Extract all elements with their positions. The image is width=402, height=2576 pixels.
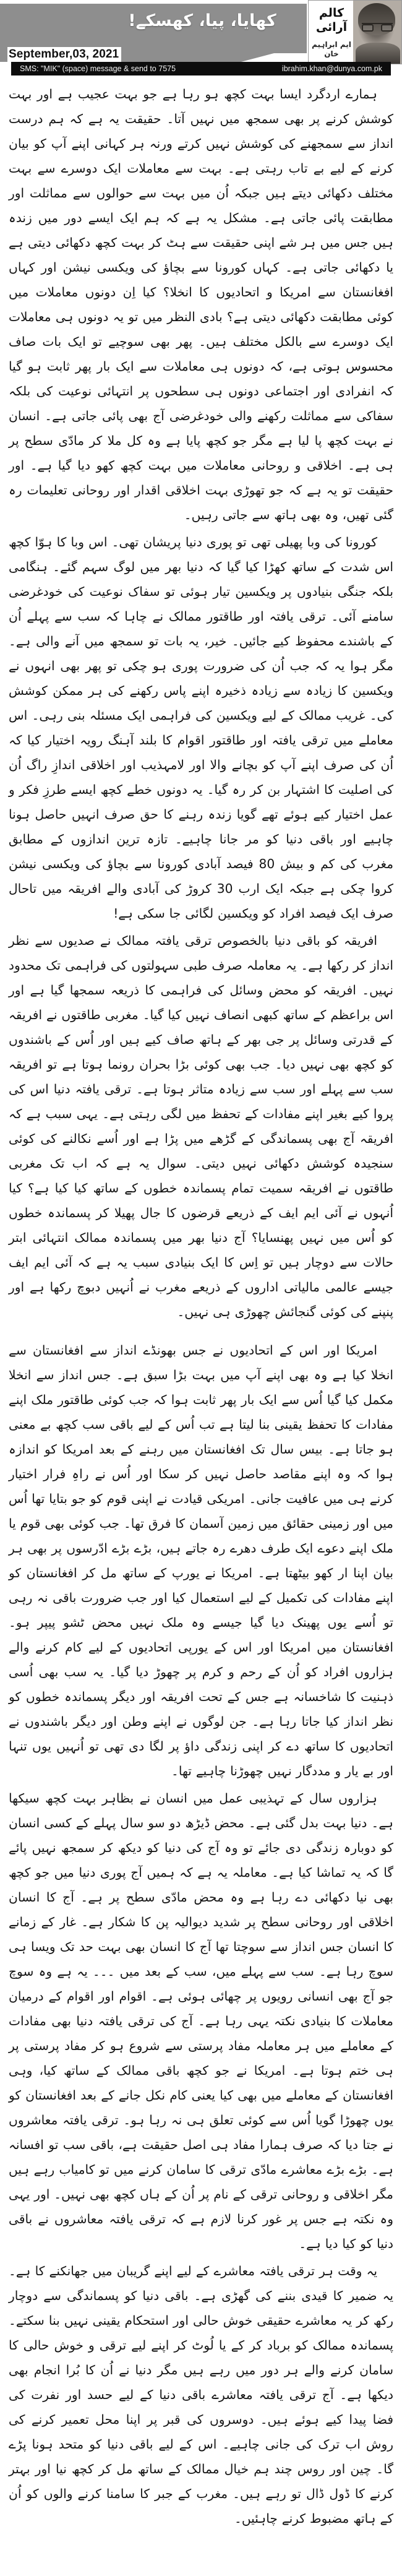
author-email[interactable]: ibrahim.khan@dunya.com.pk	[281, 64, 382, 73]
article-paragraph: کورونا کی وبا پھیلی تھی تو پوری دنیا پریشان تھی۔ اس وبا کا ہوّا کچھ اس شدت کے ساتھ کھڑا کیا گیا کہ دنیا بھر میں لوگ سہم گئے۔ ہنگامی بلکہ جنگی بنیادوں پر ویکسین تیار ہوئی تو سفاک نوعیت کی خودغرضی سامنے آئی۔ ترقی یافتہ اور طاقتور ممالک نے چاہا کہ سب سے پہلے اُن کے باشندے محفوظ کیے جائیں۔ خیر، یہ بات تو سمجھ میں آنے والی ہے۔ مگر ہوا یہ کہ جب اُن کی ضرورت پوری ہو چکی تو پھر بھی انہوں نے ویکسین کا زیادہ سے زیادہ ذخیرہ اپنے پاس رکھنے کی ہر ممکن کوشش کی۔ غریب ممالک کے لیے ویکسین کی فراہمی ایک مسئلہ بنی رہی۔ اس معاملے میں ترقی یافتہ اور طاقتور اقوام کا بلند آہنگ رویہ اختیار کیا کہ اُن کی صرف اپنے آپ کو بچانے والا اور لامہذیب اور اخلاقی اندازِ راگ اُن کی اصلیت کا اشتہار بن کر رہ گیا۔ یہ دونوں خطے کچھ ایسے طرزِ فکر و عمل اختیار کیے ہوئے تھے گویا زندہ رہنے کا حق صرف انہیں حاصل ہونا چاہیے اور باقی دنیا کو مر جانا چاہیے۔ تازہ ترین اندازوں کے مطابق مغرب کی کم و بیش 80 فیصد آبادی کورونا سے بچاؤ کی ویکسی نیشن کروا چکی ہے جبکہ ایک ارب 30 کروڑ کی آبادی والے افریقہ میں تاحال صرف ایک فیصد افراد کو ویکسین لگائی جا سکی ہے!	[9, 535, 394, 921]
article-paragraph: امریکا اور اس کے اتحادیوں نے جس بھونڈے انداز سے افغانستان سے انخلا کیا ہے وہ بھی اپنے آپ میں بہت بڑا سبق ہے۔ جس انداز سے انخلا مکمل کیا گیا اُس سے ایک بار پھر ثابت ہوا کہ جب کوئی طاقتور ملک اپنے مفادات کا تحفظ یقینی بنا لیتا ہے تب اُس کے لیے باقی سب کچھ بے معنی ہو جاتا ہے۔ بیس سال تک افغانستان میں رہنے کے بعد امریکا کو اندازہ ہوا کہ وہ اپنے مقاصد حاصل نہیں کر سکا اور اُس نے راہِ فرار اختیار کرنے ہی میں عافیت جانی۔ امریکی قیادت نے اپنی قوم کو جو بتایا تھا اُس میں اور زمینی حقائق میں زمین آسمان کا فرق تھا۔ جب کوئی بھی قوم یا ملک اپنے دعوے ایک طرف دھرے رہ جاتے ہیں، بڑے بڑے ادّرسوں پر بھی ہر بیان اپنا ار کھو بیٹھتا ہے۔ امریکا نے یورپ کے ساتھ مل کر افغانستان کو اپنے مفادات کی تکمیل کے لیے استعمال کیا اور جب ضرورت باقی نہ رہی تو اُسے یوں پھینک دیا گیا جیسے وہ ملک نہیں محض ٹشو پیپر ہو۔ افغانستان میں امریکا اور اس کے یورپی اتحادیوں کے لیے کام کرنے والے ہزاروں افراد کو اُن کے رحم و کرم پر چھوڑ دیا گیا۔ یہ سب بھی اُسی ذہنیت کا شاخسانہ ہے جس کے تحت افریقہ اور دیگر پسماندہ خطوں کو نظر انداز کیا جاتا رہا ہے۔ جن لوگوں نے اپنے وطن اور دیگر باشندوں نے اتحادیوں کا ساتھ دے کر اپنی زندگی داؤ پر لگا دی تھی تو اُنہیں یوں تنہا اور بے یار و مددگار نہیں چھوڑنا چاہیے تھا۔	[9, 1343, 393, 1778]
article-paragraph: افریقہ کو باقی دنیا بالخصوص ترقی یافتہ ممالک نے صدیوں سے نظر انداز کر رکھا ہے۔ یہ معاملہ صرف طبی سہولتوں کی فراہمی تک محدود نہیں۔ افریقہ کو محض وسائل کی فراہمی کا ذریعہ سمجھا گیا ہے اور اس براعظم کے ساتھ کبھی انصاف نہیں کیا گیا۔ مغربی طاقتوں نے افریقہ کے قدرتی وسائل پر جی بھر کے ہاتھ صاف کیے ہیں اور اُس کے باشندوں کو کچھ بھی نہیں دیا۔ جب بھی کوئی بڑا بحران رونما ہوتا ہے تو افریقہ سب سے پہلے اور سب سے زیادہ متاثر ہوتا ہے۔ ترقی یافتہ دنیا اس کی پروا کیے بغیر اپنے مفادات کے تحفظ میں لگی رہتی ہے۔ یہی سبب ہے کہ افریقہ آج بھی پسماندگی کے گڑھے میں پڑا ہے اور اُسے نکالنے کی کوئی سنجیدہ کوشش دکھائی نہیں دیتی۔ سوال یہ ہے کہ اب تک مغربی طاقتوں نے افریقہ سمیت تمام پسماندہ خطوں کے ساتھ کیا کیا ہے؟ کیا اُنہوں نے آئی ایم ایف کے ذریعے قرضوں کا جال پھیلا کر پسماندہ خطوں کو اُس میں نہیں پھنسایا؟ آج دنیا بھر میں پسماندہ ممالک انتہائی ابتر حالات سے دوچار ہیں تو اِس کا ایک بنیادی سبب یہ ہے کہ آئی ایم ایف جیسے عالمی مالیاتی اداروں کے ذریعے مغرب نے اُنہیں دبوچ رکھا ہے اور پنپنے کی کوئی گنجائش چھوڑی ہی نہیں۔	[9, 933, 393, 1319]
masthead	[0, 0, 402, 73]
author-photo	[353, 1, 401, 64]
glasses-icon	[362, 23, 393, 31]
author-name-label: ایم ابراہیم خان	[312, 40, 351, 58]
contact-bar	[11, 62, 391, 75]
sms-instructions: SMS: "MIK" (space) message & send to 7575	[20, 64, 176, 73]
article-paragraph: ہمارے اردگرد ایسا بہت کچھ ہو رہا ہے جو بہت عجیب ہے اور بہت کوشش کرنے پر بھی سمجھ میں نہیں آتا۔ حقیقت یہ ہے کہ ہم درست انداز سے سمجھنے کی کوشش نہیں کرتے ورنہ ہر کہانی اپنے آپ کو بیان کرنے کے لیے بے تاب رہتی ہے۔ بہت سے معاملات ایک دوسرے سے بہت مختلف دکھائی دیتے ہیں جبکہ اُن میں بہت سے حوالوں سے مماثلت اور مطابقت پائی جاتی ہے۔ مشکل یہ ہے کہ ہم ایک ایسے دور میں زندہ ہیں جس میں ہر شے اپنی حقیقت سے ہٹ کر بہت کچھ دکھائی دیتی ہے یا دکھائی جاتی ہے۔ کہاں کورونا سے بچاؤ کی ویکسی نیشن اور کہاں افغانستان سے امریکا و اتحادیوں کا انخلا؟ کیا اِن دونوں معاملات میں کوئی مطابقت دکھائی دیتی ہے؟ بادی النظر میں تو یہ دونوں ہی معاملات ایک دوسرے سے بالکل مختلف ہیں۔ پھر بھی سوچیے تو ایک بات صاف محسوس ہوتی ہے، کہ دونوں ہی معاملات سے ایک بار پھر ثابت ہو گیا کہ انفرادی اور اجتماعی دونوں ہی سطحوں پر انتہائی نوعیت کی بلکہ سفاکی سے مماثلت رکھنے والی خودغرضی آج بھی پائی جاتی ہے۔ انسان نے بہت کچھ پا لیا ہے مگر جو کچھ پایا ہے وہ کل ملا کر مادّی سطح پر ہی ہے۔ اخلاقی و روحانی معاملات میں بہت کچھ کھو دیا گیا ہے۔ اور حقیقت تو یہ ہے کہ جو تھوڑی بہت اخلاقی اقدار اور روحانی تعلیمات رہ گئی تھیں، وہ بھی ہاتھ سے جاتی رہیں۔	[9, 87, 393, 522]
issue-date: September,03, 2021	[7, 47, 121, 62]
article-body	[0, 82, 402, 2549]
author-plate	[308, 0, 402, 64]
article-paragraph: ہزاروں سال کے تہذیبی عمل میں انسان نے بظاہر بہت کچھ سیکھا ہے۔ دنیا بہت بدل گئی ہے۔ محض ڈیڑھ دو سو سال پہلے کے کسی انسان کو دوبارہ زندگی دی جائے تو وہ آج کی دنیا کو دیکھ کر سمجھ نہیں پائے گا کہ یہ تماشا کیا ہے۔ معاملہ یہ ہے کہ ہمیں آج پوری دنیا میں جو کچھ بھی نیا دکھائی دے رہا ہے وہ محض مادّی سطح پر ہے۔ آج کا انسان اخلاقی اور روحانی سطح پر شدید دیوالیہ پن کا شکار ہے۔ غار کے زمانے کا انسان جس انداز سے سوچتا تھا آج کا انسان بھی بہت حد تک ویسا ہی سوچ رہا ہے۔ سب سے پہلے میں، سب کے بعد میں ۔۔۔ یہ ہے وہ سوچ جو آج بھی انسانی رویوں پر چھائی ہوئی ہے۔ اقوام اور اقوام کے درمیان معاملات کا بنیادی نکتہ یہی رہا ہے۔ آج کی ترقی یافتہ دنیا بھی مفادات کے معاملے میں ہر معاملہ مفاد پرستی سے شروع ہو کر مفاد پرستی پر ہی ختم ہوتا ہے۔ امریکا نے جو کچھ باقی ممالک کے ساتھ کیا، وہی افغانستان کے معاملے میں بھی کیا یعنی کام نکل جانے کے بعد افغانستان کو یوں چھوڑا گویا اُس سے کوئی تعلق ہی نہ رہا ہو۔ ترقی یافتہ معاشروں نے جتا دیا کہ صرف ہمارا مفاد ہی اصل حقیقت ہے، باقی سب تو افسانہ ہے۔ بڑے بڑے معاشرے مادّی ترقی کا سامان کرنے میں تو کامیاب رہے ہیں مگر اخلاقی و روحانی ترقی کے نام پر اُن کے ہاں کچھ بھی نہیں۔ اور یہی وہ نکتہ ہے جس پر غور کرنا لازم ہے کہ ترقی یافتہ معاشروں نے باقی دنیا کو کیا دیا ہے۔	[9, 1791, 393, 2251]
article-title: کھایا، پیا، کھسکے!	[128, 11, 276, 30]
article-paragraph: یہ وقت ہر ترقی یافتہ معاشرے کے لیے اپنے گریبان میں جھانکنے کا ہے۔ یہ ضمیر کا قیدی بننے کی گھڑی ہے۔ باقی دنیا کو پسماندگی سے دوچار رکھ کر یہ معاشرے حقیقی خوش حالی اور استحکام یقینی نہیں بنا سکتے۔ پسماندہ ممالک کو برباد کر کے یا لُوٹ کر اپنے لیے ترقی و خوش حالی کا سامان کرنے والے ہر دور میں رہے ہیں مگر دنیا نے اُن کا بُرا انجام بھی دیکھا ہے۔ آج ترقی یافتہ معاشرے باقی دنیا کے لیے حسد اور نفرت کی فضا پیدا کیے ہوئے ہیں۔ دوسروں کی قبر پر اپنا محل تعمیر کرنے کی روش اب ترک کی جانی چاہیے۔ اس کے لیے باقی دنیا کو متحد ہونا پڑے گا۔ چین اور روس چند ہم خیال ممالک کے ساتھ مل کر کچھ نیا اور بہتر کرنے کا ڈول ڈال تو رہے ہیں۔ مغرب کے جبر کا سامنا کرنے والوں کو اُن کے ہاتھ مضبوط کرنے چاہئیں۔	[9, 2264, 393, 2526]
column-brand-label: کالم آرائی	[315, 6, 348, 34]
author-text-block	[309, 1, 354, 64]
